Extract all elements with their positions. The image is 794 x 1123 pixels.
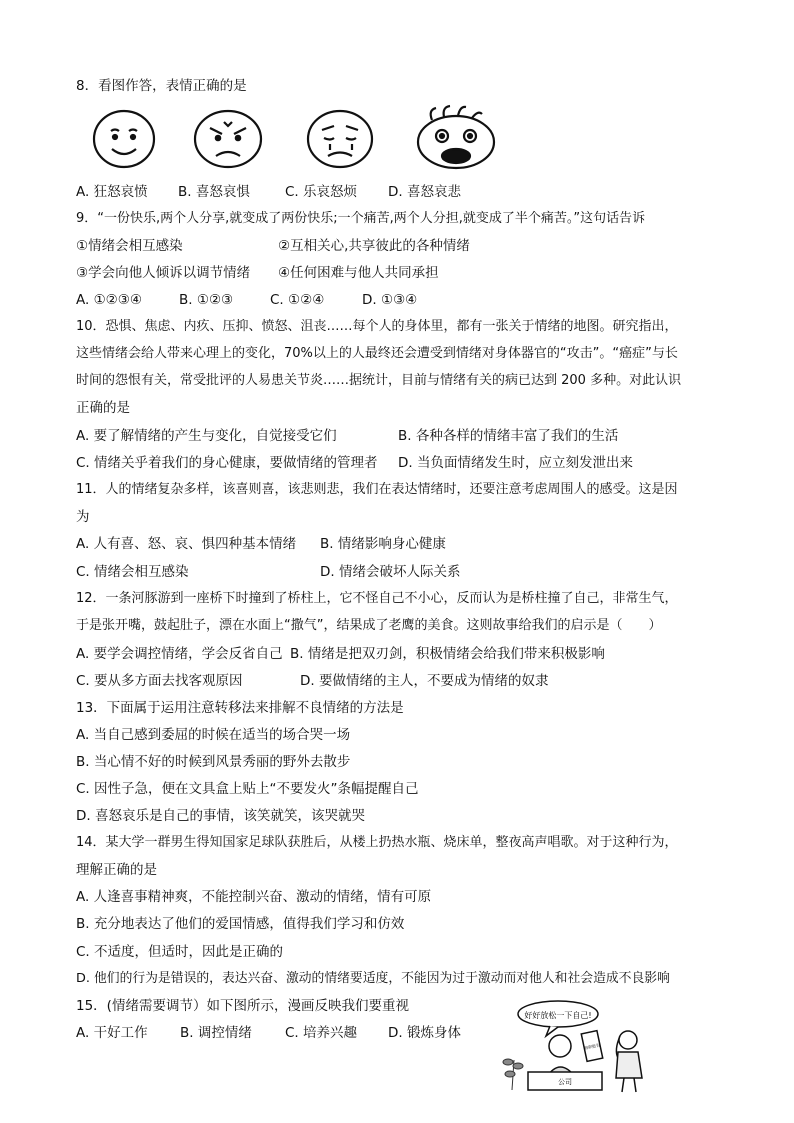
q9-statement-1: ①情绪会相互感染 [76,238,183,254]
q13-option-b[interactable]: B. 当心情不好的时候到风景秀丽的野外去散步 [76,754,351,770]
q9-option-d[interactable]: D. ①③④ [362,292,418,308]
q13-stem: 13．下面属于运用注意转移法来排解不良情绪的方法是 [76,700,404,716]
q14-option-c[interactable]: C. 不适度，但适时，因此是正确的 [76,944,284,960]
q15-option-b[interactable]: B. 调控情绪 [180,1025,252,1041]
q13-option-d[interactable]: D. 喜怒哀乐是自己的事情，该笑就笑，该哭就哭 [76,808,365,824]
q14-option-a[interactable]: A. 人逢喜事精神爽，不能控制兴奋、激动的情绪，情有可原 [76,889,432,905]
q14-stem-line-2: 理解正确的是 [76,862,157,878]
q15-option-d[interactable]: D. 锻炼身体 [388,1025,461,1041]
q13-option-a[interactable]: A. 当自己感到委屈的时候在适当的场合哭一场 [76,727,351,743]
q14-option-b[interactable]: B. 充分地表达了他们的爱国情感，值得我们学习和仿效 [76,916,405,932]
q11-option-d[interactable]: D. 情绪会破坏人际关系 [320,564,461,580]
speech-bubble [518,1001,598,1036]
q10-stem-line-4: 正确的是 [76,400,130,416]
q9-option-c[interactable]: C. ①②④ [270,292,325,308]
q15-cartoon-figure [500,1000,666,1096]
q12-option-c[interactable]: C. 要从多方面去找客观原因 [76,673,243,689]
q15-option-c[interactable]: C. 培养兴趣 [285,1025,358,1041]
smiling-face-icon [94,111,154,167]
q12-stem-line-1: 12．一条河豚游到一座桥下时撞到了桥柱上，它不怪自己不小心，反而认为是桥柱撞了自己，非常生气， [76,591,678,606]
q14-option-d[interactable]: D. 他们的行为是错误的，表达兴奋、激动的情绪要适度，不能因为过于激动而对他人和社会造成不良影响 [76,971,670,986]
q10-option-d[interactable]: D. 当负面情绪发生时，应立刻发泄出来 [398,455,633,471]
q11-option-a[interactable]: A. 人有喜、怒、哀、惧四种基本情绪 [76,536,297,552]
q10-option-b[interactable]: B. 各种各样的情绪丰富了我们的生活 [398,428,619,444]
q13-option-c[interactable]: C. 因性子急，便在文具盒上贴上“不要发火”条幅提醒自己 [76,781,419,797]
paper-text: 辞职报告 [583,1042,601,1051]
q10-option-c[interactable]: C. 情绪关乎着我们的身心健康，要做情绪的管理者 [76,455,378,471]
q12-stem-line-2: 于是张开嘴，鼓起肚子，漂在水面上“撒气”，结果成了老鹰的美食。这则故事给我们的启示是（ ） [76,618,662,633]
q8-faces-figure [86,104,506,170]
q9-stem: 9．“一份快乐,两个人分享,就变成了两份快乐;一个痛苦,两个人分担,就变成了半个痛苦。”这句话告诉 [76,211,646,226]
q10-stem-line-2: 这些情绪会给人带来心理上的变化，70%以上的人最终还会遭受到情绪对身体器官的“攻击”。“癌症”与长 [76,346,678,361]
angry-face-icon [195,111,261,167]
q9-statement-3: ③学会向他人倾诉以调节情绪 [76,265,251,281]
q10-stem-line-1: 10．恐惧、焦虑、内疚、压抑、愤怒、沮丧……每个人的身体里，都有一张关于情绪的地图。研究指出， [76,319,678,334]
q11-stem-line-2: 为 [76,509,90,525]
q11-option-b[interactable]: B. 情绪影响身心健康 [320,536,446,552]
desk [528,1072,602,1090]
q12-option-b[interactable]: B. 情绪是把双刃剑，积极情绪会给我们带来积极影响 [290,646,605,662]
q9-option-b[interactable]: B. ①②③ [179,292,234,308]
q8-option-a[interactable]: A. 狂怒哀愤 [76,184,148,200]
q15-option-a[interactable]: A. 干好工作 [76,1025,148,1041]
q11-option-c[interactable]: C. 情绪会相互感染 [76,564,189,580]
q11-stem-line-1: 11．人的情绪复杂多样，该喜则喜，该悲则悲，我们在表达情绪时，还要注意考虑周围人的感受。这是因 [76,482,678,497]
q8-option-d[interactable]: D. 喜怒哀悲 [388,184,461,200]
q10-stem-line-3: 时间的怨恨有关，常受批评的人易患关节炎……据统计，目前与情绪有关的病已达到 200 多种。对此认识 [76,373,682,388]
q9-option-a[interactable]: A. ①②③④ [76,292,142,308]
q14-stem-line-1: 14．某大学一群男生得知国家足球队获胜后，从楼上扔热水瓶、烧床单，整夜高声唱歌。对于这种行为， [76,835,678,850]
q8-option-b[interactable]: B. 喜怒哀惧 [178,184,250,200]
q12-option-a[interactable]: A. 要学会调控情绪，学会反省自己 [76,646,283,662]
frightened-face-icon [418,106,494,168]
q12-option-d[interactable]: D. 要做情绪的主人，不要成为情绪的奴隶 [300,673,549,689]
desk-label: 公司 [558,1078,572,1086]
q8-option-c[interactable]: C. 乐哀怒烦 [285,184,358,200]
woman-figure [616,1031,642,1092]
sad-face-icon [308,111,372,167]
resignation-paper [581,1031,602,1062]
q10-option-a[interactable]: A. 要了解情绪的产生与变化，自觉接受它们 [76,428,337,444]
plant-icon [503,1059,523,1090]
q8-stem: 8．看图作答，表情正确的是 [76,78,247,94]
q9-statement-2: ②互相关心,共享彼此的各种情绪 [278,238,470,254]
bubble-text: 好好放松一下自己! [524,1011,592,1020]
q9-statement-4: ④任何困难与他人共同承担 [278,265,439,281]
q15-stem: 15．(情绪需要调节）如下图所示，漫画反映我们要重视 [76,998,409,1014]
